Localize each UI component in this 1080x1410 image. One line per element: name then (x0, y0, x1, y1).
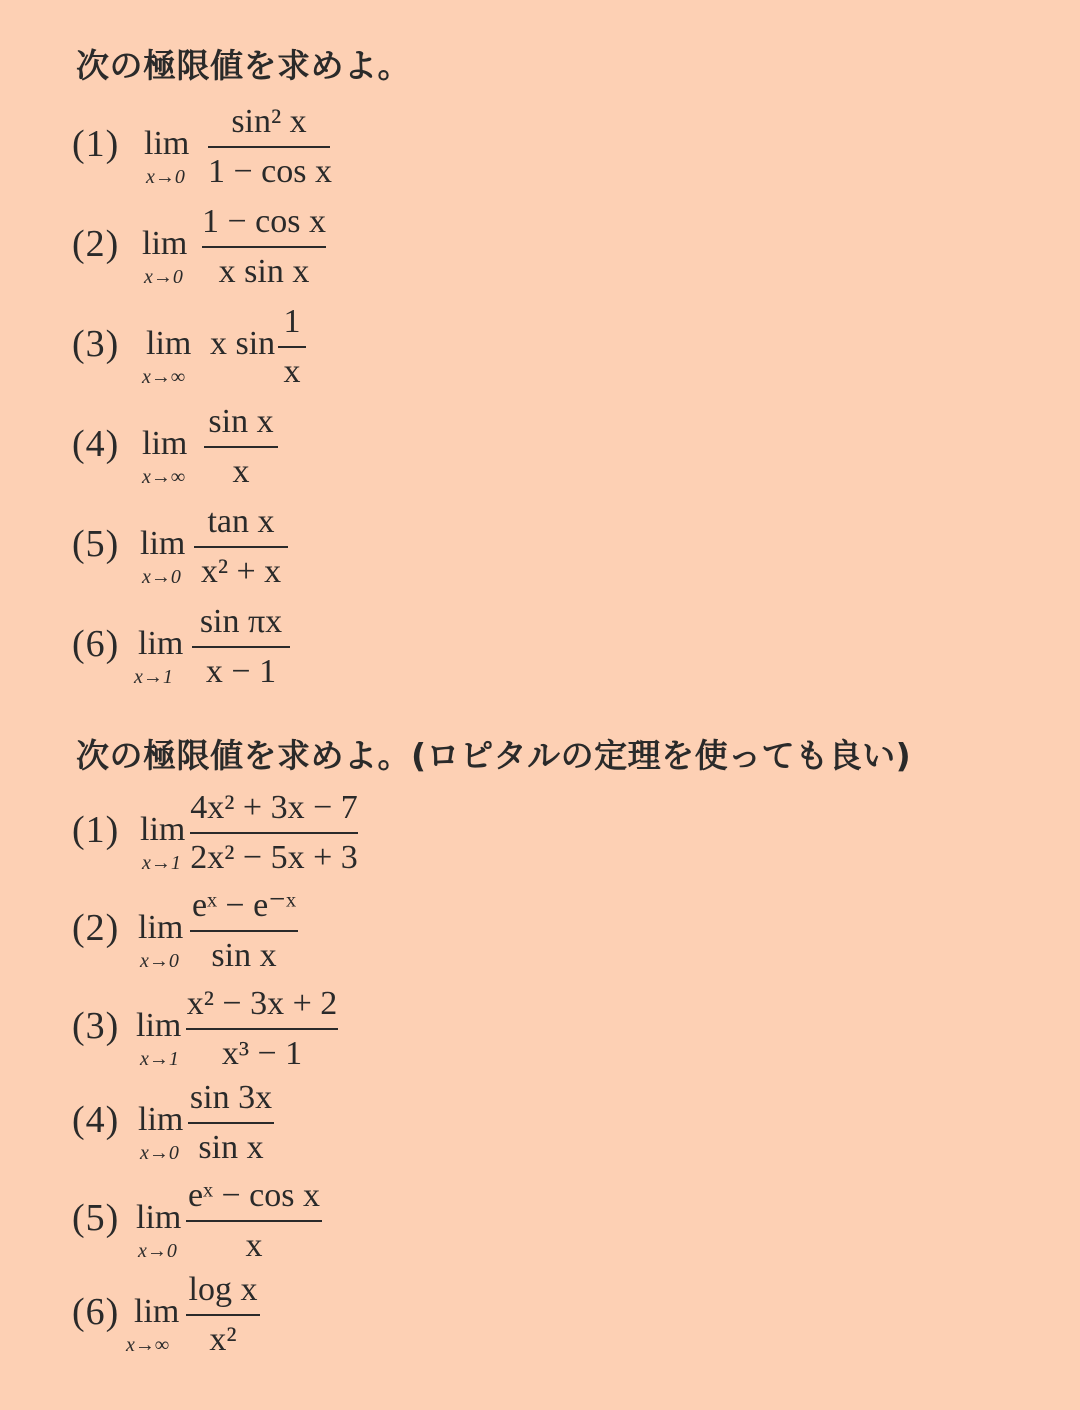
fraction-bar (208, 146, 330, 148)
fraction (278, 302, 306, 392)
numerator: eˣ − e⁻ˣ (192, 887, 296, 924)
fraction-bar (194, 546, 288, 548)
problem-number: (5) (72, 1197, 120, 1239)
lim-subscript: x→0 (138, 1240, 177, 1262)
numerator: eˣ − cos x (188, 1177, 320, 1214)
lim-subscript: x→0 (140, 1142, 179, 1164)
denominator: x (232, 453, 250, 490)
denominator: 1 − cos x (208, 153, 332, 190)
denominator: x² + x (200, 553, 282, 590)
denominator: sin x (198, 1129, 264, 1166)
numerator: sin 3x (189, 1079, 273, 1116)
denominator: x sin x (218, 253, 310, 290)
fraction (208, 102, 330, 192)
problem-number: (4) (72, 1099, 120, 1141)
fraction-bar (202, 246, 326, 248)
numerator: 4x² + 3x − 7 (190, 789, 358, 826)
lim-subscript: x→0 (142, 566, 181, 588)
s1-problem-2 (72, 203, 672, 322)
problem-number: (4) (72, 423, 120, 465)
denominator: x² (209, 1321, 237, 1358)
fraction-bar (204, 446, 278, 448)
problem-number: (3) (72, 1005, 120, 1047)
numerator: sin² x (231, 103, 307, 140)
fraction (192, 602, 290, 692)
lim-subscript: x→0 (146, 166, 185, 188)
lim-label: lim (142, 225, 188, 262)
problem-number: (2) (72, 907, 120, 949)
numerator: log x (188, 1271, 258, 1308)
denominator: x³ − 1 (221, 1035, 303, 1072)
lim-subscript: x→1 (140, 1048, 179, 1070)
lim-subscript: x→0 (140, 950, 179, 972)
s1-problem-5 (72, 503, 672, 622)
fraction (190, 886, 298, 976)
fraction-bar (190, 832, 358, 834)
fraction-bar (186, 1028, 338, 1030)
problem-number: (1) (72, 123, 120, 165)
s1-problem-1 (72, 103, 672, 222)
lim-label: lim (140, 525, 186, 562)
fraction (186, 1270, 260, 1360)
problem-number: (6) (72, 623, 120, 665)
section1-heading: 次の極限値を求めよ。 (76, 46, 411, 85)
fraction-bar (192, 646, 290, 648)
s2-problem-6 (72, 1271, 672, 1390)
fraction-bar (186, 1314, 260, 1316)
s2-problem-3 (72, 985, 672, 1104)
fraction-bar (190, 930, 298, 932)
denominator: x (245, 1227, 263, 1264)
fraction (202, 202, 326, 292)
lim-subscript: x→1 (134, 666, 173, 688)
lim-subscript: x→1 (142, 852, 181, 874)
denominator: 2x² − 5x + 3 (190, 839, 358, 876)
lim-label: lim (134, 1293, 180, 1330)
fraction (190, 788, 358, 878)
lim-label: lim (144, 125, 190, 162)
lim-subscript: x→∞ (142, 466, 186, 488)
lim-subscript: x→∞ (142, 366, 186, 388)
numerator: x² − 3x + 2 (186, 985, 338, 1022)
denominator: sin x (211, 937, 277, 974)
s2-problem-1 (72, 789, 672, 908)
s2-problem-2 (72, 887, 672, 1006)
s1-problem-6 (72, 603, 672, 722)
numerator: 1 − cos x (202, 203, 326, 240)
fraction (188, 1078, 274, 1168)
lim-label: lim (146, 325, 192, 362)
fraction (186, 984, 338, 1074)
lim-subscript: x→0 (144, 266, 183, 288)
denominator: x (283, 353, 301, 390)
expression: x sin (210, 325, 276, 362)
numerator: sin x (208, 403, 274, 440)
lim-label: lim (138, 909, 184, 946)
problem-number: (2) (72, 223, 120, 265)
fraction-bar (186, 1220, 322, 1222)
fraction-bar (188, 1122, 274, 1124)
s1-problem-3 (72, 303, 672, 422)
problem-number: (3) (72, 323, 120, 365)
problem-number: (1) (72, 809, 120, 851)
s1-problem-4 (72, 403, 672, 522)
numerator: sin πx (199, 603, 283, 640)
denominator: x − 1 (205, 653, 277, 690)
problem-number: (6) (72, 1291, 120, 1333)
lim-subscript: x→∞ (126, 1334, 170, 1356)
fraction (194, 502, 288, 592)
lim-label: lim (136, 1007, 182, 1044)
numerator: tan x (207, 503, 275, 540)
numerator: 1 (283, 303, 301, 340)
fraction-bar (278, 346, 306, 348)
lim-label: lim (140, 811, 186, 848)
problem-number: (5) (72, 523, 120, 565)
fraction (204, 402, 278, 492)
lim-label: lim (138, 625, 184, 662)
fraction (186, 1176, 322, 1266)
lim-label: lim (138, 1101, 184, 1138)
lim-label: lim (142, 425, 188, 462)
s2-problem-5 (72, 1177, 672, 1296)
s2-problem-4 (72, 1079, 672, 1198)
lim-label: lim (136, 1199, 182, 1236)
section2-heading: 次の極限値を求めよ。(ロピタルの定理を使っても良い) (76, 736, 912, 775)
